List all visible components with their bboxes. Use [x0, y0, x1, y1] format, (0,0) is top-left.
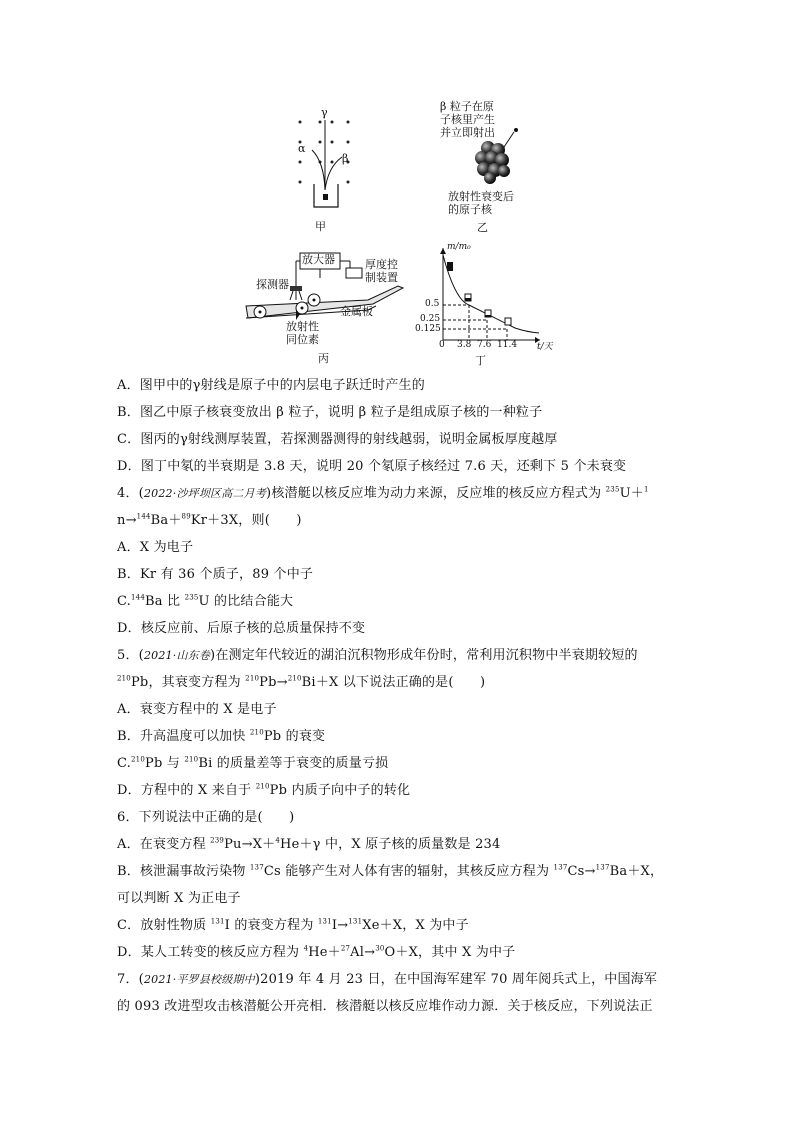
- beta-origin-text: β 粒子在原 子核里产生 并立即射出: [440, 100, 495, 139]
- x-axis-label: t/天: [537, 342, 553, 352]
- radioactive-isotope-label: 放射性 同位素: [286, 320, 319, 346]
- option-d: D．方程中的 X 来自于 $^{210}$Pb 内质子向中子的转化: [117, 782, 411, 798]
- option-a: A．X 为电子: [117, 540, 194, 555]
- gamma-label: γ: [321, 106, 328, 119]
- option-b-continued: 可以判断 X 为正电子: [117, 891, 241, 906]
- option-b: B．升高温度可以加快 $^{210}$Pb 的衰变: [117, 728, 326, 744]
- question-source: 2022·沙坪坝区高二月考: [143, 487, 267, 500]
- beta-label: β: [342, 152, 349, 165]
- caption-ding: 丁: [475, 354, 486, 367]
- option-a: A．衰变方程中的 X 是电子: [117, 702, 277, 717]
- figure-bing: [238, 248, 410, 366]
- caption-yi: 乙: [477, 221, 488, 234]
- nucleus-after-decay-text: 放射性衰变后 的原子核: [448, 190, 514, 216]
- x-tick-3-8: 3.8: [457, 340, 472, 350]
- question-6-stem: 6．下列说法中正确的是( ): [117, 810, 295, 825]
- origin-label: 0: [439, 340, 445, 350]
- option-line: D．图丁中氡的半衰期是 3.8 天，说明 20 个氡原子核经过 7.6 天，还剩下 5 个未衰变: [117, 459, 627, 474]
- x-tick-7-6: 7.6: [477, 340, 492, 350]
- question-source: 2021·山东卷: [143, 649, 211, 662]
- option-d: D．某人工转变的核反应方程为 $^4$He＋$^{27}$Al→$^{30}$O＋X，其中 X 为中子: [117, 944, 516, 960]
- amplifier-label: 放大器: [302, 253, 335, 266]
- x-tick-11-4: 11.4: [497, 340, 518, 350]
- figure-jia: [290, 106, 360, 233]
- detector-label: 探测器: [256, 278, 289, 291]
- option-c: C．放射性物质 $^{131}$I 的衰变方程为 $^{131}$I→$^{131}$Xe＋X，X 为中子: [117, 917, 469, 933]
- question-7-stem: 7．(2021·平罗县校级期中)2019 年 4 月 23 日，在中国海军建军 70 周年阅兵式上，中国海军: [117, 972, 658, 987]
- option-c: C.$^{210}$Pb 与 $^{210}$Bi 的质量差等于衰变的质量亏损: [117, 755, 389, 771]
- figure-yi: [440, 100, 550, 234]
- option-d: D．核反应前、后原子核的总质量保持不变: [117, 621, 366, 636]
- option-line: B．图乙中原子核衰变放出 β 粒子，说明 β 粒子是组成原子核的一种粒子: [117, 405, 543, 420]
- figure-jia-diagram: [290, 112, 360, 212]
- question-5-stem-2: $^{210}$Pb，其衰变方程为 $^{210}$Pb→$^{210}$Bi＋X 以下说法正确的是( ): [117, 674, 486, 690]
- option-line: A．图甲中的γ射线是原子中的内层电子跃迁时产生的: [117, 378, 425, 393]
- alpha-label: α: [298, 142, 306, 155]
- option-c: C.$^{144}$Ba 比 $^{235}$U 的比结合能大: [117, 593, 294, 609]
- option-a: A．在衰变方程 $^{239}$Pu→X＋$^4$He＋γ 中，X 原子核的质量数是 234: [117, 836, 501, 852]
- question-4-stem: 4．(2022·沙坪坝区高二月考)核潜艇以核反应堆为动力来源，反应堆的核反应方程式为 $^{235}$U＋$^1$: [117, 485, 649, 501]
- y-axis-label: m/m₀: [447, 242, 471, 252]
- y-tick-0-5: 0.5: [425, 299, 440, 309]
- option-b: B．Kr 有 36 个质子，89 个中子: [117, 567, 314, 582]
- thickness-control-label: 厚度控 制装置: [365, 258, 398, 284]
- question-5-stem: 5．(2021·山东卷)在测定年代较近的湖泊沉积物形成年份时，常利用沉积物中半衰期较短的: [117, 648, 638, 663]
- y-tick-0-25: 0.25: [420, 314, 441, 324]
- caption-jia: 甲: [315, 220, 326, 233]
- question-4-stem-2: n→$^{144}$Ba＋$^{89}$Kr＋3X，则( ): [117, 512, 302, 528]
- metal-plate-label: 金属板: [340, 305, 373, 318]
- option-b: B．核泄漏事故污染物 $^{137}$Cs 能够产生对人体有害的辐射，其核反应方程为 $^{137}$Cs→$^{137}$Ba＋X，: [117, 863, 664, 879]
- caption-bing: 丙: [318, 352, 329, 365]
- figure-ding: [415, 240, 575, 368]
- y-tick-0-125: 0.125: [415, 324, 441, 334]
- question-source: 2021·平罗县校级期中: [143, 973, 255, 986]
- option-line: C．图丙的γ射线测厚装置，若探测器测得的射线越弱，说明金属板厚度越厚: [117, 432, 558, 447]
- question-7-stem-2: 的 093 改进型攻击核潜艇公开亮相．核潜艇以核反应堆作动力源．关于核反应，下列说法正: [117, 999, 653, 1014]
